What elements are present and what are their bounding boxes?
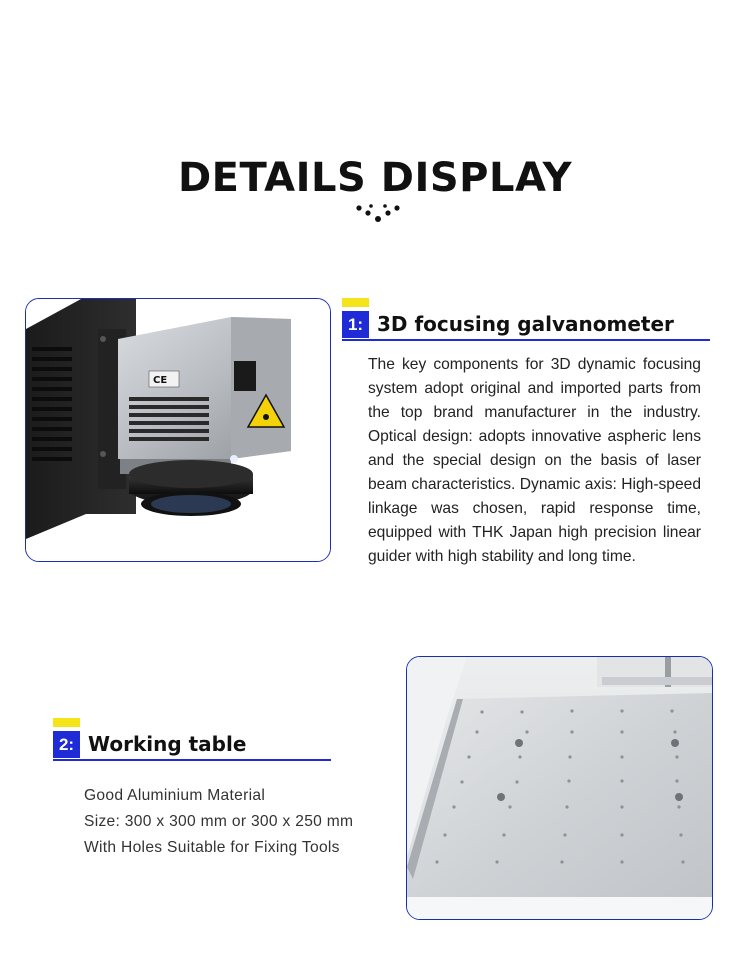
section-title: Working table <box>88 732 247 756</box>
section-1-header <box>342 298 710 338</box>
section-2-header <box>53 718 331 758</box>
feature-line: Good Aluminium Material <box>84 787 266 804</box>
accent-bar <box>342 298 369 307</box>
section-number: 1: <box>342 311 369 338</box>
page-title: DETAILS DISPLAY <box>177 154 573 201</box>
section-1-description: The key components for 3D dynamic focusing system adopt original and imported parts from the top brand manufacturer in the industry. Optical design: adopts innovative aspheric lens and the special design on the basis of laser beam characteristics. Dynamic axis: High-speed linkage was chosen, rapid response time, equipped with THK Japan high precision linear guider with high stability and long time. <box>368 356 701 565</box>
section-underline <box>342 339 710 341</box>
section-title: 3D focusing galvanometer <box>377 312 674 336</box>
ce-mark: CE <box>153 375 168 386</box>
section-underline <box>53 759 331 761</box>
section-2-features <box>84 783 353 861</box>
working-table-photo <box>406 656 713 920</box>
feature-line: With Holes Suitable for Fixing Tools <box>84 839 340 856</box>
feature-line: Size: 300 x 300 mm or 300 x 250 mm <box>84 813 354 830</box>
section-number: 2: <box>53 731 80 758</box>
chevron-dots-icon <box>353 200 403 230</box>
accent-bar <box>53 718 80 727</box>
galvanometer-photo <box>25 298 331 562</box>
